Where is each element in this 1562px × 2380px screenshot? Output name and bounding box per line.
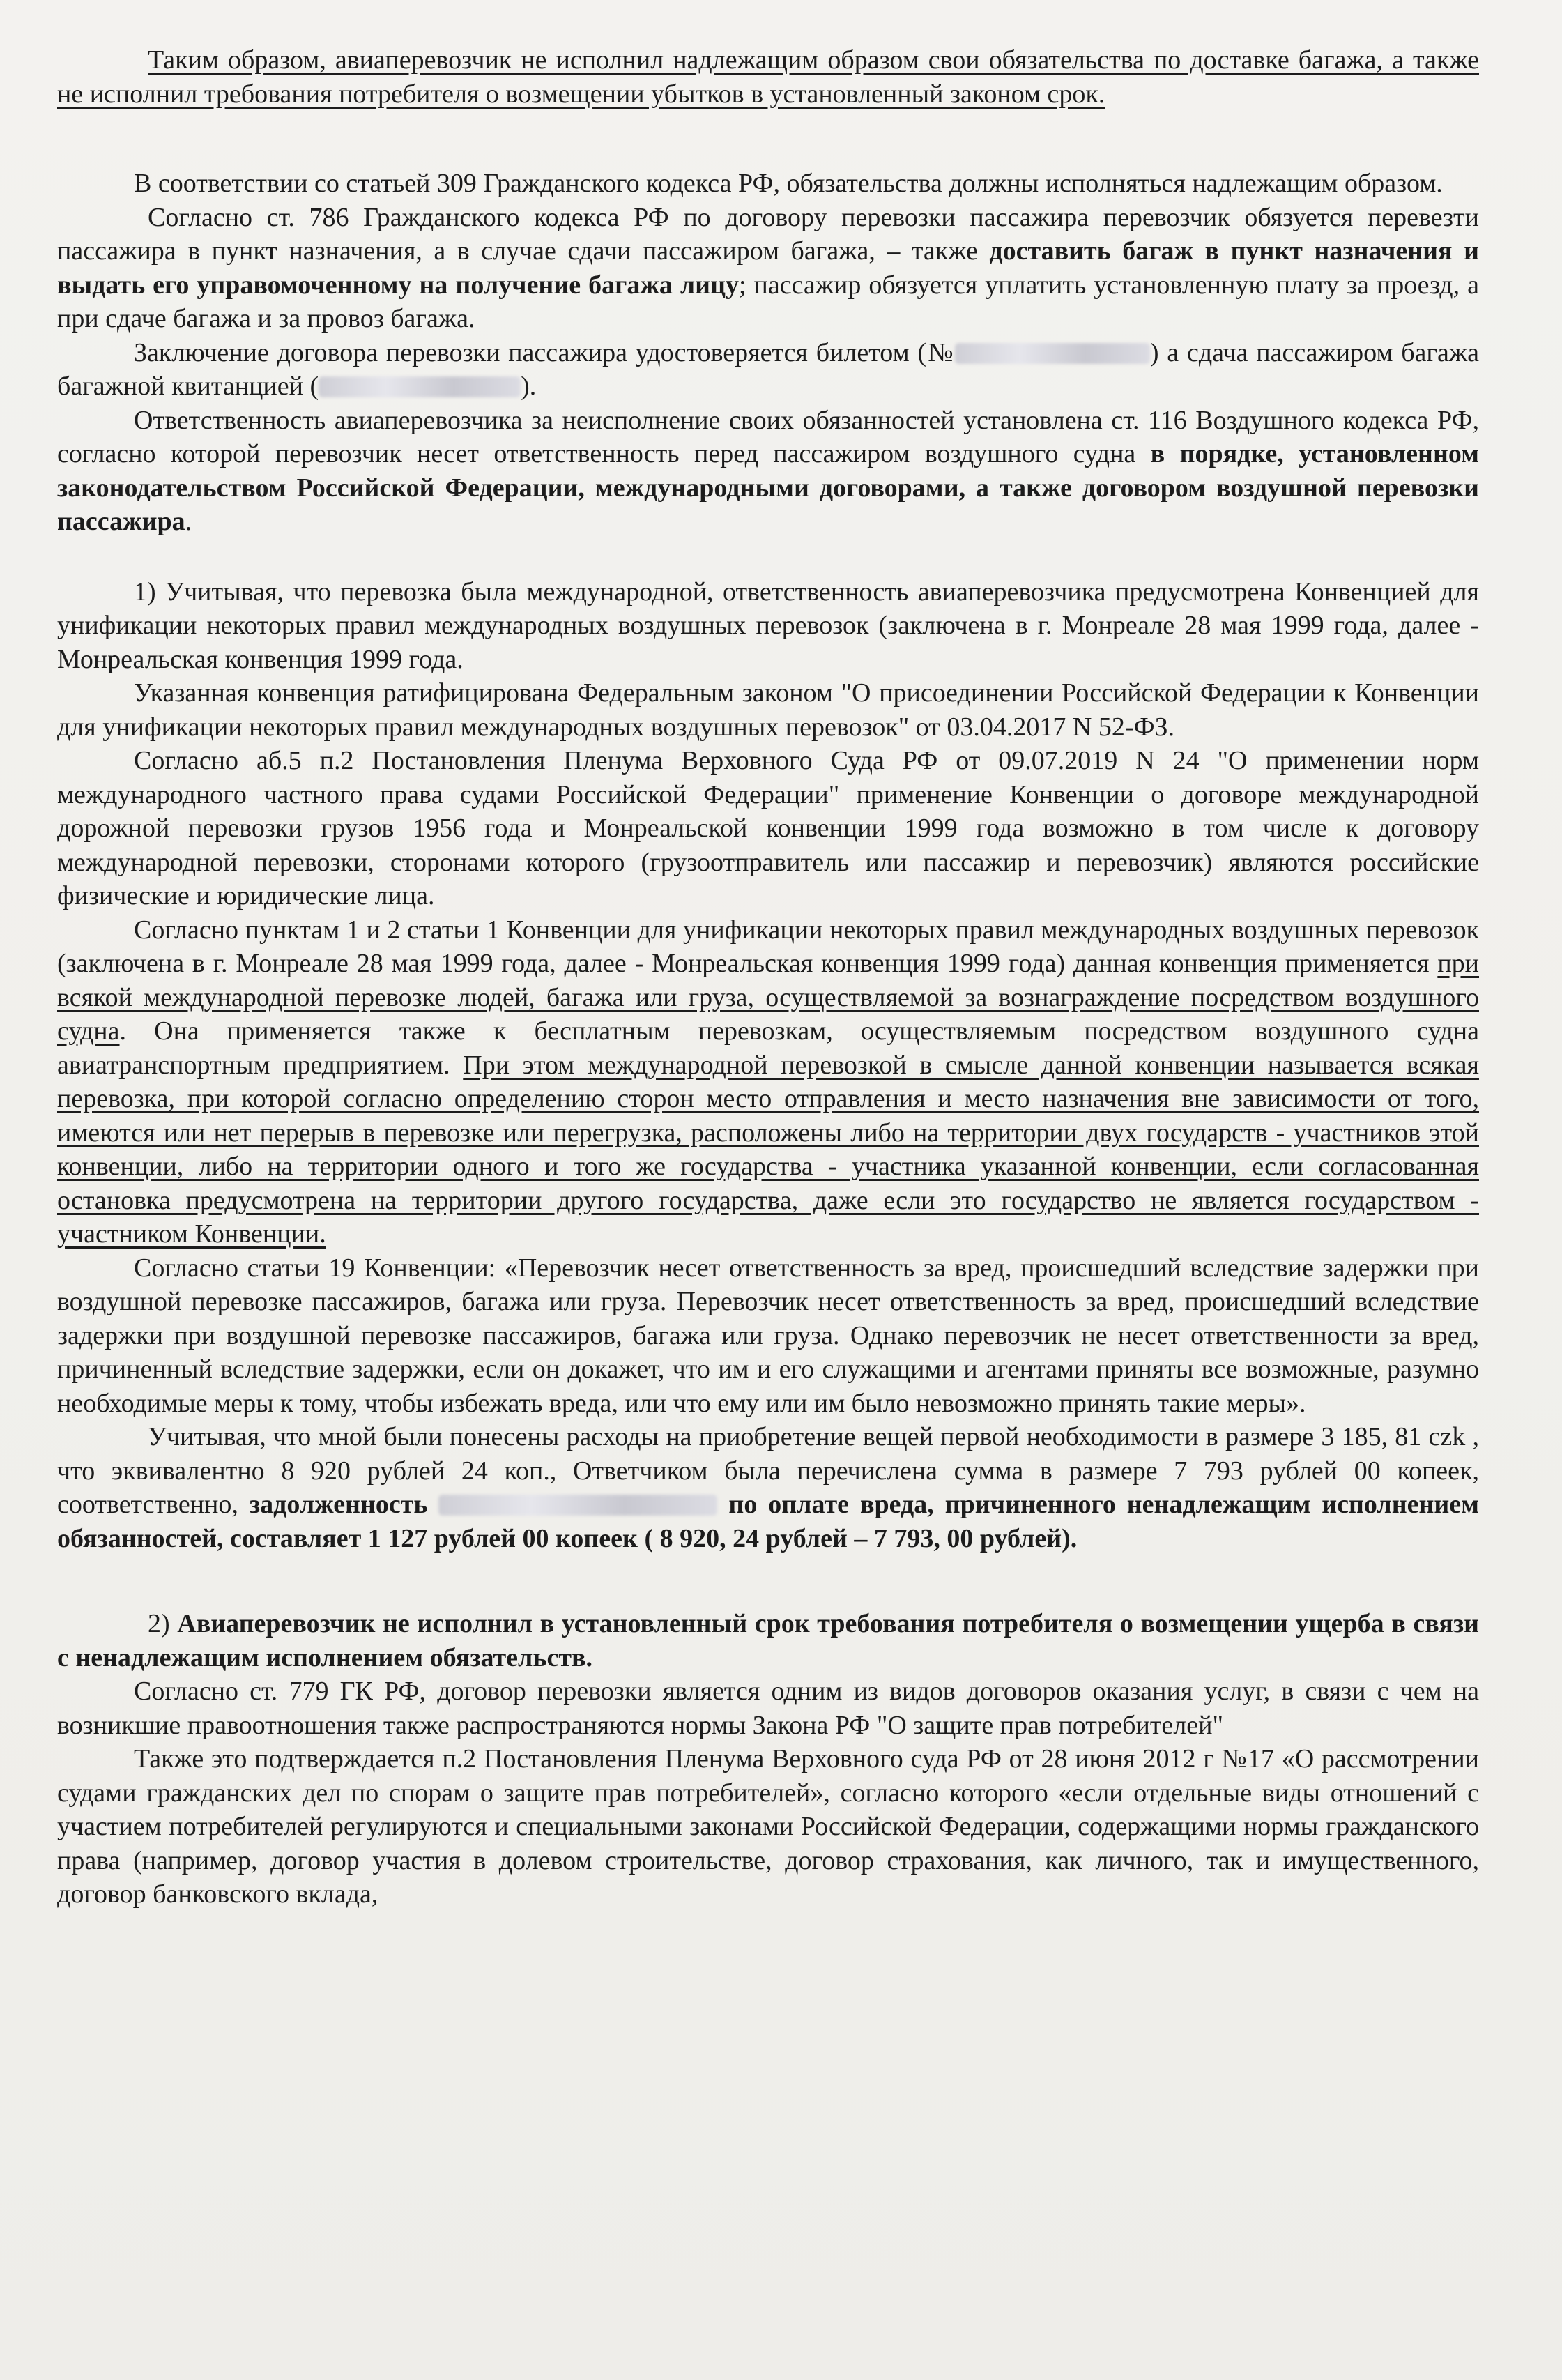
paragraph-7: Указанная конвенция ратифицирована Федеральным законом "О присоединении Российской Федерации к Конвенции для унификации некоторых правил международных воздушных перевозок" от 03.04.2017 N 52-ФЗ.	[57, 678, 1479, 742]
bold-emphasis: доставить багаж в пункт назначения и выдать его управомоченному на получение багажа лицу	[57, 236, 1480, 300]
paragraph-13: Согласно ст. 779 ГК РФ, договор перевозки является одним из видов договоров оказания услуг, в связи с чем на возникшие правоотношения также распространяются нормы Закона РФ "О защите прав потребителей"	[57, 1677, 1479, 1740]
paragraph-11: Учитывая, что мной были понесены расходы на приобретение вещей первой необходимости в размере 3 185, 81 czk , что эквивалентно 8 920 рублей 24 коп., Ответчиком была перечислена сумма в размере 7 793 рублей 00 копеек, соответственно, задолженность по оплате вреда, причиненного ненадлежащим исполнением обязанностей, составляет 1 127 рублей 00 копеек ( 8 920, 24 рублей – 7 793, 00 рублей).	[57, 1422, 1480, 1553]
underlined-quote: при всякой международной перевозке людей, багажа или груза, осуществляемой за вознаграждение посредством воздушного судна	[57, 949, 1479, 1046]
paragraph-10: Согласно статьи 19 Конвенции: «Перевозчик несет ответственность за вред, происшедший вследствие задержки при воздушной перевозке пассажиров, багажа или груза. Перевозчик несет ответственность за вред, происшедший вследствие задержки при воздушной перевозке пассажиров, багажа или груза. Однако перевозчик не несет ответственности за вред, причиненный вследствие задержки, если он докажет, что им и его служащими и агентами приняты все возможные, разумно необходимые меры к тому, чтобы избежать вреда, или что ему или им было невозможно принять такие меры».	[57, 1253, 1479, 1418]
redacted-defendant-name	[438, 1495, 717, 1516]
bold-emphasis: в порядке, установленном законодательством Российской Федерации, международными договорами, а также договором воздушной перевозки пассажира	[57, 439, 1479, 536]
underlined-conclusion: Таким образом, авиаперевозчик не исполнил надлежащим образом свои обязательства по доставке багажа, а также не исполнил требования потребителя о возмещении убытков в установленный законом срок.	[57, 45, 1479, 109]
paragraph-14: Также это подтверждается п.2 Постановления Пленума Верховного суда РФ от 28 июня 2012 г №17 «О рассмотрении судами гражданских дел по спорам о защите прав потребителей», согласно которого «если отдельные виды отношений с участием потребителей регулируются и специальными законами Российской Федерации, содержащими нормы гражданского права (например, договор участия в долевом строительстве, договор страхования, как личного, так и имущественного, договор банковского вклада,	[57, 1744, 1479, 1909]
paragraph-9: Согласно пунктам 1 и 2 статьи 1 Конвенции для унификации некоторых правил международных воздушных перевозок (заключена в г. Монреале 28 мая 1999 года, далее - Монреальская конвенция 1999 года) данная конвенция применяется при всякой международной перевозке людей, багажа или груза, осуществляемой за вознаграждение посредством воздушного судна. Она применяется также к бесплатным перевозкам, осуществляемым посредством воздушного судна авиатранспортным предприятием. При этом международной перевозкой в смысле данной конвенции называется всякая перевозка, при которой согласно определению сторон место отправления и место назначения вне зависимости от того, имеются или нет перерыв в перевозке или перегрузка, расположены либо на территории двух государств - участников этой конвенции, либо на территории одного и того же государства - участника указанной конвенции, если согласованная остановка предусмотрена на территории другого государства, даже если это государство не является государством - участником Конвенции.	[57, 915, 1480, 1249]
redacted-ticket-number	[955, 343, 1150, 364]
redacted-baggage-receipt	[319, 376, 521, 397]
paragraph-1	[57, 43, 1479, 111]
paragraph-12: 2) Авиаперевозчик не исполнил в установленный срок требования потребителя о возмещении ущерба в связи с ненадлежащим исполнением обязательств.	[57, 1609, 1480, 1672]
paragraph-3: Согласно ст. 786 Гражданского кодекса РФ по договору перевозки пассажира перевозчик обязуется перевезти пассажира в пункт назначения, а в случае сдачи пассажиром багажа, – также доставить багаж в пункт назначения и выдать его управомоченному на получение багажа лицу; пассажир обязуется уплатить установленную плату за проезд, а при сдаче багажа и за провоз багажа.	[57, 202, 1480, 333]
bold-debt-amount: по оплате вреда, причиненного ненадлежащим исполнением обязанностей, составляет 1 127 рублей 00 копеек ( 8 920, 24 рублей – 7 793, 00 рублей).	[57, 1490, 1480, 1553]
section-2-heading: Авиаперевозчик не исполнил в установленный срок требования потребителя о возмещении ущерба в связи с ненадлежащим исполнением обязательств.	[57, 1609, 1480, 1672]
underlined-quote: При этом международной перевозкой в смысле данной конвенции называется всякая перевозка, при которой согласно определению сторон место отправления и место назначения вне зависимости от того, имеются или нет перерыв в перевозке или перегрузка, расположены либо на территории двух государств - участников этой конвенции, либо на территории одного и того же государства - участника указанной конвенции, если согласованная остановка предусмотрена на территории другого государства, даже если это государство не является государством - участником Конвенции.	[57, 1050, 1480, 1249]
bold-debt-label: задолженность	[249, 1490, 428, 1519]
document-body	[57, 43, 1479, 1912]
paragraph-8: Согласно аб.5 п.2 Постановления Пленума Верховного Суда РФ от 09.07.2019 N 24 "О применении норм международного частного права судами Российской Федерации" применение Конвенции о договоре международной дорожной перевозки грузов 1956 года и Монреальской конвенции 1999 года возможно в том числе к договору международной перевозки, сторонами которого (грузоотправитель или пассажир и перевозчик) являются российские физические и юридические лица.	[57, 746, 1479, 910]
paragraph-4: Заключение договора перевозки пассажира удостоверяется билетом (№ ) а сдача пассажиром багажа багажной квитанцией ( ).	[57, 337, 1479, 401]
paragraph-6: 1) Учитывая, что перевозка была международной, ответственность авиаперевозчика предусмотрена Конвенцией для унификации некоторых правил международных воздушных перевозок (заключена в г. Монреале 28 мая 1999 года, далее - Монреальская конвенция 1999 года.	[57, 577, 1479, 674]
paragraph-2: В соответствии со статьей 309 Гражданского кодекса РФ, обязательства должны исполняться надлежащим образом.	[134, 169, 1443, 198]
paragraph-5: Ответственность авиаперевозчика за неисполнение своих обязанностей установлена ст. 116 Воздушного кодекса РФ, согласно которой перевозчик несет ответственность перед пассажиром воздушного судна в порядке, установленном законодательством Российской Федерации, международными договорами, а также договором воздушной перевозки пассажира.	[57, 405, 1479, 536]
